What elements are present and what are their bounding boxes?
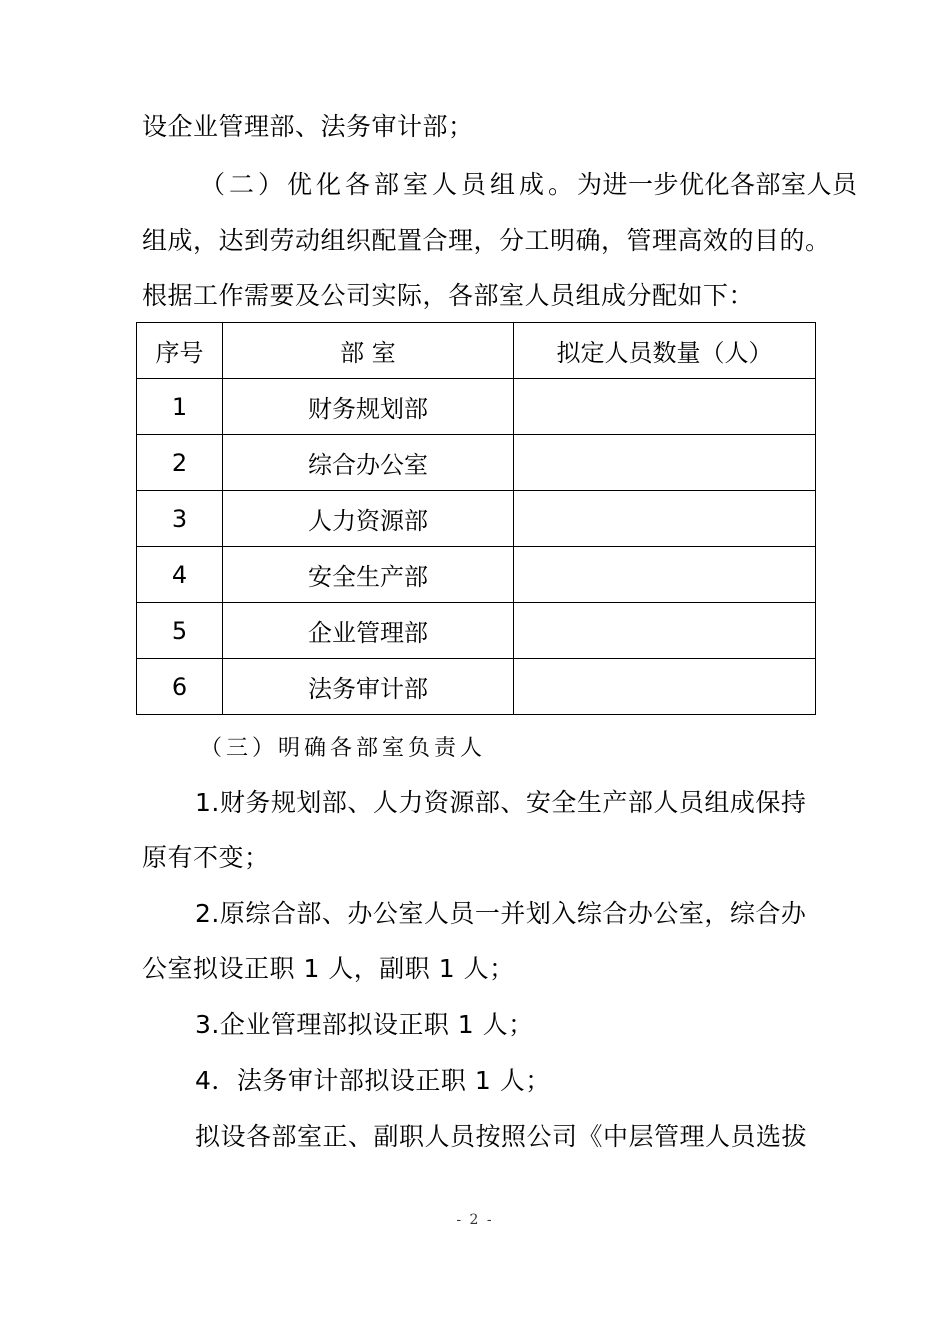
cell-headcount xyxy=(514,659,816,715)
cell-index: 5 xyxy=(137,603,223,659)
cell-index: 6 xyxy=(137,659,223,715)
table-row xyxy=(137,659,816,715)
table-row xyxy=(137,491,816,547)
table-row xyxy=(137,379,816,435)
table-row xyxy=(137,435,816,491)
cell-index: 4 xyxy=(137,547,223,603)
paragraph-8: 3.企业管理部拟设正职 1 人； xyxy=(195,1010,534,1039)
cell-headcount xyxy=(514,435,816,491)
table-header-row xyxy=(137,323,816,379)
cell-department: 安全生产部 xyxy=(223,547,514,603)
department-table xyxy=(136,322,816,715)
page-number: - 2 - xyxy=(456,1212,494,1228)
cell-headcount xyxy=(514,603,816,659)
cell-department: 财务规划部 xyxy=(223,379,514,435)
paragraph-2 xyxy=(200,168,858,202)
paragraph-6b: 原有不变； xyxy=(142,843,270,872)
cell-headcount xyxy=(514,379,816,435)
cell-index: 3 xyxy=(137,491,223,547)
cell-department: 企业管理部 xyxy=(223,603,514,659)
header-index: 序号 xyxy=(137,323,223,379)
paragraph-6a: 1.财务规划部、人力资源部、安全生产部人员组成保持 xyxy=(195,788,807,817)
paragraph-9: 4．法务审计部拟设正职 1 人； xyxy=(195,1066,551,1095)
cell-index: 2 xyxy=(137,435,223,491)
cell-department: 法务审计部 xyxy=(223,659,514,715)
table-row xyxy=(137,547,816,603)
paragraph-10: 拟设各部室正、副职人员按照公司《中层管理人员选拔 xyxy=(195,1122,808,1151)
cell-department: 综合办公室 xyxy=(223,435,514,491)
table-row xyxy=(137,603,816,659)
section-heading-2: （二）优化各部室人员组成。 xyxy=(200,170,578,199)
paragraph-4: 根据工作需要及公司实际，各部室人员组成分配如下： xyxy=(142,281,755,310)
paragraph-2-text: 为进一步优化各部室人员 xyxy=(577,170,858,199)
paragraph-1: 设企业管理部、法务审计部； xyxy=(142,112,474,141)
paragraph-7a: 2.原综合部、办公室人员一并划入综合办公室，综合办 xyxy=(195,899,807,928)
paragraph-3: 组成，达到劳动组织配置合理，分工明确，管理高效的目的。 xyxy=(142,226,831,255)
cell-index: 1 xyxy=(137,379,223,435)
cell-department: 人力资源部 xyxy=(223,491,514,547)
header-headcount: 拟定人员数量（人） xyxy=(514,323,816,379)
paragraph-7b: 公室拟设正职 1 人，副职 1 人； xyxy=(142,954,515,983)
cell-headcount xyxy=(514,547,816,603)
header-department: 部 室 xyxy=(223,323,514,379)
section-heading-3: （三）明确各部室负责人 xyxy=(200,736,487,761)
cell-headcount xyxy=(514,491,816,547)
